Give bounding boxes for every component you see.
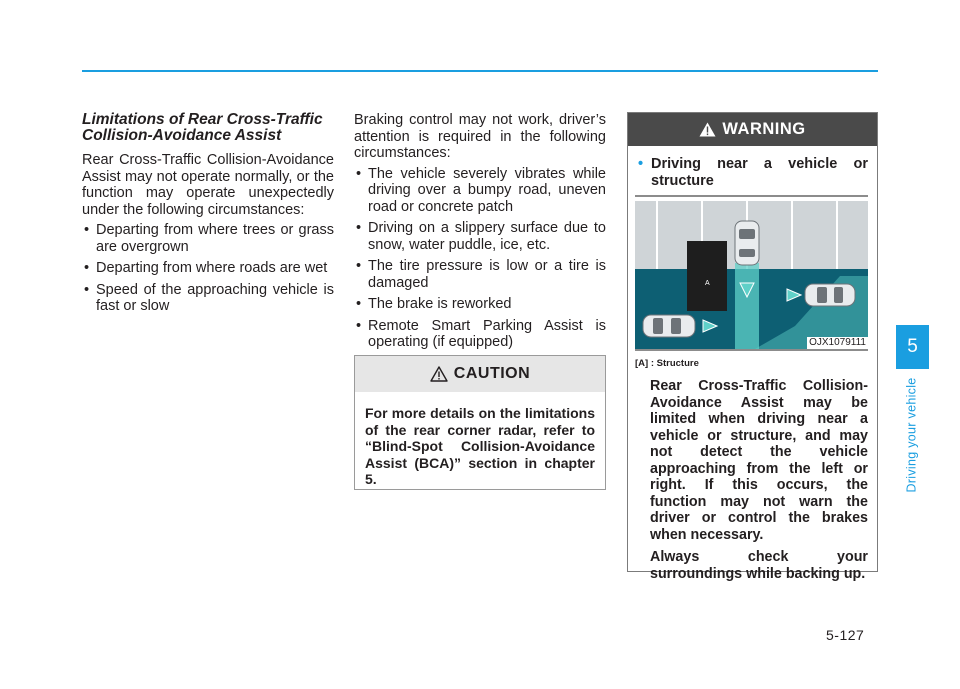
list-item: • The brake is reworked xyxy=(354,296,606,313)
list-item: • Speed of the approaching vehicle is fast or slow xyxy=(82,282,334,315)
section-title: Limitations of Rear Cross-Traffic Collision-Avoidance Assist xyxy=(82,111,323,144)
list-item: • Departing from where roads are wet xyxy=(82,260,334,277)
warning-title: WARNING xyxy=(722,120,806,138)
chapter-label-text: Driving your vehicle xyxy=(905,377,920,493)
warning-paragraph: Rear Cross-Traffic Collision-Avoidance Assist may be limited when driving near a vehicle or structure, and may not detect the vehicle approaching from the left or right. If this occurs, the function may not warn the driver or control the brakes when necessary. xyxy=(650,378,868,543)
left-column xyxy=(82,112,334,320)
middle-intro: Braking control may not work, driver’s attention is required in the following circumstances: xyxy=(354,112,606,161)
warning-divider xyxy=(635,349,868,351)
left-intro: Rear Cross-Traffic Collision-Avoidance Assist may not operate normally, or the function may operate unexpectedly under the following circumstances: xyxy=(82,152,334,218)
reversing-car xyxy=(735,221,759,265)
header-rule xyxy=(82,70,878,72)
approaching-car-left xyxy=(643,315,695,337)
warning-divider xyxy=(635,195,868,197)
caution-box xyxy=(354,355,606,490)
warning-text xyxy=(650,378,868,588)
bullet-dot: • xyxy=(638,156,644,172)
approaching-car-right xyxy=(805,284,855,306)
warning-triangle-icon xyxy=(699,122,716,137)
list-item: • The tire pressure is low or a tire is damaged xyxy=(354,258,606,291)
warning-triangle-icon xyxy=(430,366,448,382)
illustration-code: OJX1079111 xyxy=(809,337,866,348)
middle-condition-list xyxy=(354,166,606,351)
warning-bullet-text: Driving near a vehicle or structure xyxy=(651,156,868,189)
warning-paragraph: Always check your surroundings while backing up. xyxy=(650,549,868,582)
warning-header xyxy=(628,113,877,146)
caution-header xyxy=(355,356,605,392)
middle-column xyxy=(354,112,606,356)
illustration-caption: [A] : Structure xyxy=(635,358,699,369)
structure-block xyxy=(687,241,727,311)
list-item: • Remote Smart Parking Assist is operating (if equipped) xyxy=(354,318,606,351)
parking-scene-illustration xyxy=(635,201,868,349)
warning-bullet xyxy=(637,156,868,189)
list-item: • The vehicle severely vibrates while driving over a bumpy road, uneven road or concrete patch xyxy=(354,166,606,216)
warning-box xyxy=(627,112,878,582)
page-number: 5-127 xyxy=(826,627,865,643)
caution-text: For more details on the limitations of the rear corner radar, refer to “Blind-Spot Collision-Avoidance Assist (BCA)” section in chapter 5. xyxy=(365,405,595,487)
list-item: • Driving on a slippery surface due to snow, water puddle, ice, etc. xyxy=(354,220,606,253)
structure-label: A xyxy=(705,280,710,287)
caution-title: CAUTION xyxy=(453,365,531,382)
chapter-number-tab: 5 xyxy=(896,325,929,369)
chapter-label xyxy=(898,370,926,500)
list-item: • Departing from where trees or grass are overgrown xyxy=(82,222,334,255)
left-condition-list xyxy=(82,222,334,315)
illustration xyxy=(635,201,868,349)
